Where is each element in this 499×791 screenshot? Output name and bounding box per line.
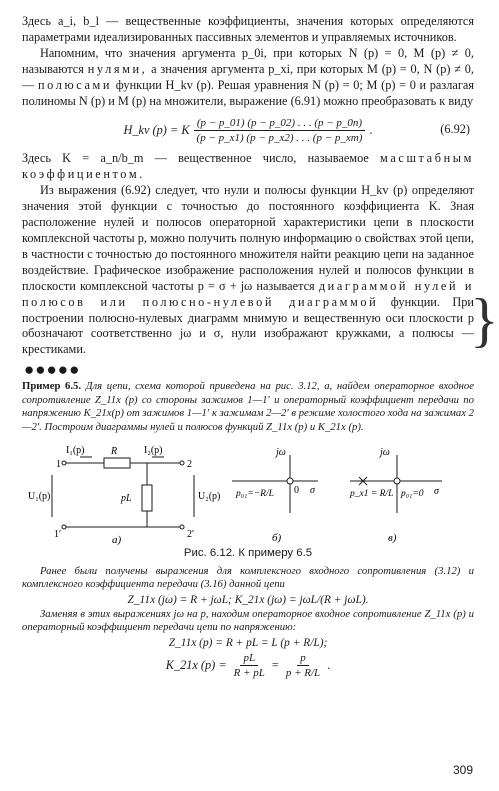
label-c: в) <box>388 531 397 544</box>
solution-text-1: Ранее были получены выражения для комплексного входного сопротивления (3.12) и комплексного коэффициента передачи (3.16) данной цепи <box>22 564 474 591</box>
paragraph-2: Напомним, что значения аргумента p_0i, при которых N (p) = 0, M (p) ≠ 0, называются нулями, а значения аргумента p_xi, при которых M (p) = 0, N (p) ≠ 0, — полюсами функции H_kv (p). Решая уравнения N (p) = 0; M (p) = 0 и разлагая полиномы N (p) и M (p) на множители, выражение (6.91) можно преобразовать к виду <box>22 45 475 108</box>
node-2p: 2′ <box>187 528 195 540</box>
paragraph-4: Из выражения (6.92) следует, что нули и полюсы функции H_kv (p) определяют значения этой функции с точностью до постоянного коэффициента K. Зная расположение нулей и полюсов операторной характеристики цепи в плоскости комплексной частоты p, можно получить полную информацию о свойствах этой цепи, в частности с точностью до постоянного множителя найти реакцию цепи на заданное воздействие. Графическое изображение расположения нулей и полюсов функции в плоскости комплексной частоты p = σ + jω называется диаграммой нулей и полюсов или полюсно-нулевой диаграммой функции. При построении полюсно-нулевых диаграмм мнимую и вещественную оси плоскости p обозначают соответственно jω и σ, нули изображают кружками, а полюсы — крестиками. <box>22 183 475 357</box>
diagram-c-pole-label: p_x1 = R/L <box>350 488 394 499</box>
figure-svg <box>22 441 474 545</box>
equation-3: K_21x (p) = $\frac{pL}{R + pL}$ = $\frac{p}{p + R/L}$ . <box>165 652 331 680</box>
diagram-b-jw: jω <box>276 446 286 458</box>
label-i2: I₂(p) <box>144 444 163 456</box>
paragraph-3: Здесь K = a_n/b_m — вещественное число, называемое масштабным коэффициентом. <box>22 151 474 182</box>
diagram-c-jw: jω <box>380 446 390 458</box>
diagram-c-sigma: σ <box>434 485 439 497</box>
label-a: а) <box>112 533 122 545</box>
node-2: 2 <box>187 458 192 470</box>
label-r: R <box>111 445 118 457</box>
paragraph-1: Здесь a_i, b_l — вещественные коэффициенты, значения которых определяются параметрами идеализированных пассивных элементов и управляемых источников. <box>22 14 474 44</box>
pole-zero-diagram-b <box>232 455 318 513</box>
equation-number: (6.92) <box>440 122 470 137</box>
zero-circle-c <box>394 478 400 484</box>
label-b: б) <box>272 531 282 544</box>
label-u2: U₂(p) <box>198 490 221 502</box>
label-pl: pL <box>121 492 132 504</box>
equation-2: Z_11x (p) = R + pL = L (p + R/L); <box>168 636 328 649</box>
formula-fraction: $\frac{(p - p\_01) (p - p\_02) . . . (p - p\_0n)}{(p - p\_x1) (p - p\_x2) . . . (p - p\_xm)}$ <box>194 117 366 144</box>
equation-1: Z_11x (jω) = R + jωL; K_21x (jω) = jωL/(R + jωL). <box>127 593 369 606</box>
figure-caption: Рис. 6.12. К примеру 6.5 <box>183 546 313 559</box>
margin-brace: } <box>470 287 499 353</box>
label-i1: I₁(p) <box>66 444 85 456</box>
formula-6-92: H_kv (p) = K $\frac{(p - p\_01) (p - p\_02) . . . (p - p\_0n)}{(p - p\_x1) (p - p\_x2) . . . (p - p\_xm)}$ . (6.92) <box>123 116 470 144</box>
page-body <box>22 14 474 685</box>
diagram-c-zero-label: p₀₁=0 <box>401 488 424 499</box>
diagram-b-pole-label: p₀₁=−R/L <box>236 488 274 499</box>
node-1: 1 <box>56 458 61 470</box>
solution-text-2: Заменяя в этих выражениях jω на p, находим операторное входное сопротивление Z_11x (p) и операторный коэффициент передачи цепи по напряжению: <box>22 607 474 634</box>
section-dots: ●●●●● <box>24 360 81 380</box>
node-1p: 1′ <box>54 528 62 540</box>
diagram-b-zero: 0 <box>294 484 299 496</box>
page-number: 309 <box>452 763 473 777</box>
diagram-b-sigma: σ <box>310 484 315 496</box>
example-6-5: Пример 6.5. Для цепи, схема которой приведена на рис. 3.12, а, найдем операторное входное сопротивление Z_11x (p) со стороны зажимов 1—1′ и операторный коэффициент передачи по напряжению K_21x(p) от зажимов 1—1′ к зажимам 2—2′ в режиме холостого хода на зажимах 2—2′. Построим диаграммы нулей и полюсов функций Z_11x (p) и K_21x (p). <box>22 380 475 433</box>
zero-circle-b <box>287 478 293 484</box>
figure-6-12 <box>22 441 474 545</box>
label-u1: U₁(p) <box>28 490 51 502</box>
